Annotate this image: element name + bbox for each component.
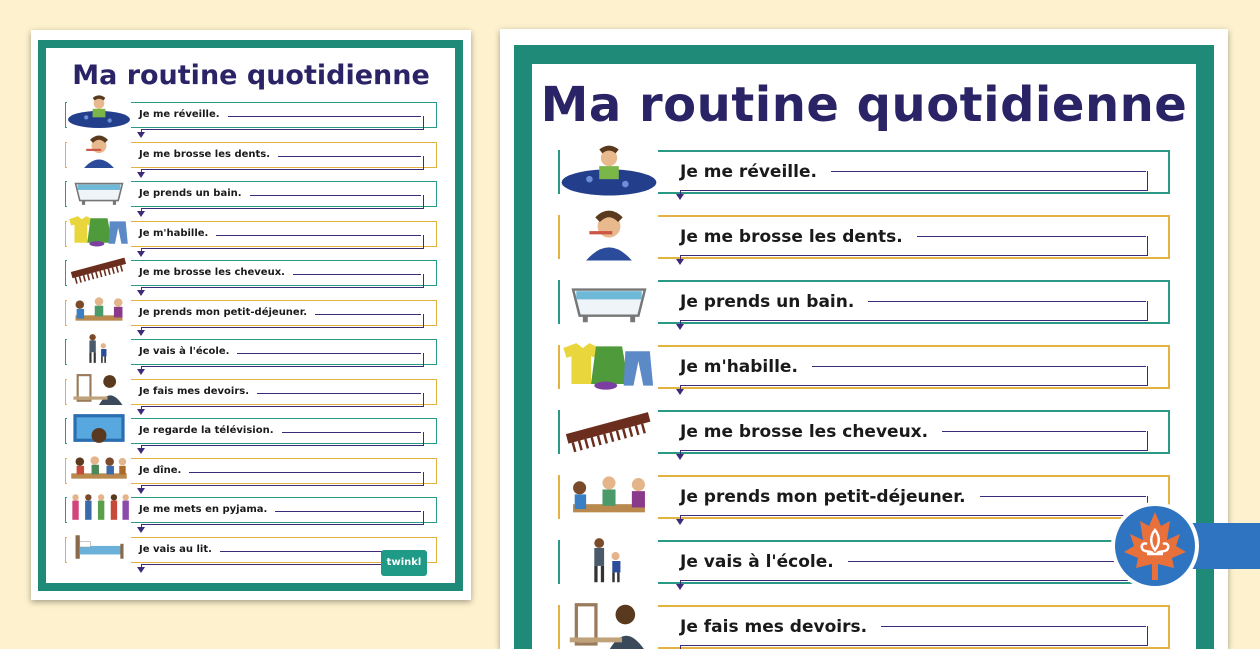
small-row-answer-line	[216, 235, 421, 236]
poster-small	[31, 30, 471, 600]
small-row-return-line	[141, 208, 424, 209]
small-row-connector	[420, 472, 424, 486]
small-row-return-line	[141, 129, 424, 130]
small-row-answer-line	[293, 274, 421, 275]
small-row-connector	[420, 274, 424, 288]
dinner-family-icon	[67, 451, 131, 485]
large-row-connector	[1145, 431, 1148, 451]
small-row-arrow-icon	[137, 330, 145, 336]
comb-icon	[560, 404, 658, 458]
small-row-arrow-icon	[137, 132, 145, 138]
small-row-text: Je dîne.	[139, 464, 182, 476]
large-row-connector	[1145, 236, 1148, 256]
large-row-text: Je prends mon petit-déjeuner.	[680, 487, 966, 507]
small-row-return-line	[141, 327, 424, 328]
small-row-answer-line	[275, 511, 421, 512]
small-row-connector	[420, 156, 424, 170]
large-row-answer-line	[868, 301, 1146, 302]
large-row-return-line	[680, 645, 1148, 646]
bed-icon	[67, 530, 131, 564]
large-row-answer-line	[848, 561, 1146, 562]
small-row-text: Je m'habille.	[139, 227, 209, 239]
small-row-connector	[420, 393, 424, 407]
clothes-icon	[560, 339, 658, 393]
toothbrush-boy-icon	[67, 135, 131, 169]
small-row-text: Je vais à l'école.	[139, 346, 230, 357]
small-row-answer-line	[282, 432, 421, 433]
large-row-arrow-icon	[676, 324, 684, 330]
pyjama-kids-icon	[67, 490, 131, 524]
small-row-arrow-icon	[137, 488, 145, 494]
small-row-connector	[420, 511, 424, 525]
small-row-text: Je me mets en pyjama.	[139, 504, 268, 515]
small-row-text: Je regarde la télévision.	[139, 425, 274, 436]
large-row-arrow-icon	[676, 584, 684, 590]
breakfast-family-icon	[560, 469, 658, 523]
large-row-arrow-icon	[676, 194, 684, 200]
large-row-answer-line	[831, 171, 1146, 172]
walking-to-school-icon	[560, 534, 658, 588]
large-row-answer-line	[812, 366, 1146, 367]
small-row-connector	[420, 235, 424, 249]
large-row-text: Je fais mes devoirs.	[680, 617, 868, 637]
large-row-answer-line	[942, 431, 1146, 432]
small-row-arrow-icon	[137, 251, 145, 257]
large-row-connector	[1145, 171, 1148, 191]
clothes-icon	[67, 214, 131, 248]
large-row-return-line	[680, 580, 1148, 581]
large-row-arrow-icon	[676, 519, 684, 525]
large-row-arrow-icon	[676, 454, 684, 460]
comb-icon	[67, 253, 131, 287]
large-row-connector	[1145, 626, 1148, 646]
large-row-arrow-icon	[676, 259, 684, 265]
large-row-return-line	[680, 450, 1148, 451]
small-row-connector	[420, 353, 424, 367]
small-row-arrow-icon	[137, 567, 145, 573]
small-row-text: Je me brosse les cheveux.	[139, 267, 285, 278]
small-row-arrow-icon	[137, 448, 145, 454]
poster-large-title: Ma routine quotidienne	[540, 77, 1188, 133]
small-row-return-line	[141, 485, 424, 486]
small-row-arrow-icon	[137, 369, 145, 375]
small-row-answer-line	[278, 156, 421, 157]
small-row-arrow-icon	[137, 172, 145, 178]
small-row-connector	[420, 116, 424, 130]
small-row-return-line	[141, 248, 424, 249]
large-row-text: Je me brosse les cheveux.	[680, 422, 929, 442]
small-row-answer-line	[189, 472, 421, 473]
large-row-return-line	[680, 320, 1148, 321]
toothbrush-boy-icon	[560, 209, 658, 263]
small-row-answer-line	[315, 314, 421, 315]
breakfast-family-icon	[67, 293, 131, 327]
small-row-return-line	[141, 287, 424, 288]
homework-icon	[560, 599, 658, 649]
large-row-text: Je me brosse les dents.	[680, 227, 903, 247]
waking-boy-icon	[560, 144, 658, 198]
large-row-text: Je m'habille.	[680, 357, 798, 377]
large-row-answer-line	[917, 236, 1146, 237]
small-row-connector	[420, 314, 424, 328]
small-row-arrow-icon	[137, 409, 145, 415]
large-row-return-line	[680, 515, 1148, 516]
homework-icon	[67, 372, 131, 406]
large-row-return-line	[680, 385, 1148, 386]
small-row-text: Je prends mon petit-déjeuner.	[139, 306, 308, 318]
small-row-arrow-icon	[137, 290, 145, 296]
small-row-text: Je prends un bain.	[139, 188, 242, 199]
small-row-answer-line	[257, 393, 421, 394]
bathtub-icon	[560, 274, 658, 328]
small-row-text: Je me réveille.	[139, 109, 220, 120]
small-row-arrow-icon	[137, 527, 145, 533]
small-row-answer-line	[237, 353, 421, 354]
walking-to-school-icon	[67, 332, 131, 366]
small-row-connector	[420, 195, 424, 209]
bathtub-icon	[67, 174, 131, 208]
quebec-fleur-de-lis-badge	[1110, 496, 1260, 606]
twinkl-logo: twinkl	[381, 550, 427, 576]
small-row-return-line	[141, 169, 424, 170]
large-row-text: Je vais à l'école.	[680, 552, 834, 572]
small-row-arrow-icon	[137, 211, 145, 217]
small-row-answer-line	[250, 195, 421, 196]
large-row-text: Je prends un bain.	[680, 292, 855, 312]
small-row-text: Je me brosse les dents.	[139, 148, 271, 160]
small-row-return-line	[141, 524, 424, 525]
large-row-return-line	[680, 190, 1148, 191]
small-row-connector	[420, 432, 424, 446]
large-row-arrow-icon	[676, 389, 684, 395]
small-row-text: Je vais au lit.	[139, 543, 212, 555]
large-row-return-line	[680, 255, 1148, 256]
small-row-return-line	[141, 406, 424, 407]
large-row-text: Je me réveille.	[680, 162, 817, 182]
large-row-answer-line	[881, 626, 1146, 627]
waking-boy-icon	[67, 95, 131, 129]
poster-small-title: Ma routine quotidienne	[72, 60, 430, 91]
small-row-return-line	[141, 445, 424, 446]
large-row-connector	[1145, 301, 1148, 321]
small-row-return-line	[141, 366, 424, 367]
television-icon	[67, 411, 131, 445]
small-row-answer-line	[228, 116, 421, 117]
large-row-connector	[1145, 366, 1148, 386]
small-row-text: Je fais mes devoirs.	[139, 385, 250, 397]
